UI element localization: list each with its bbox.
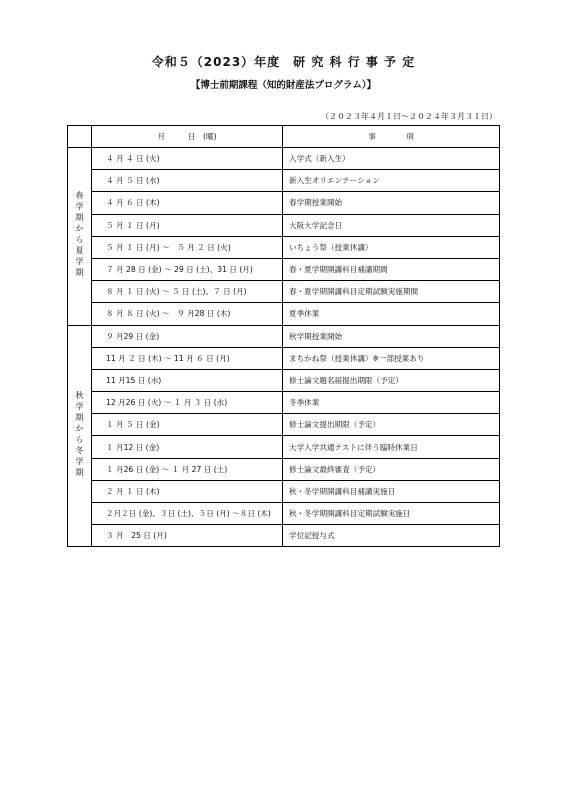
date-cell: １ 月 ５ 日 (金) [92,414,283,436]
date-cell: １ 月12 日 (金) [92,436,283,458]
date-column-header: 月 日 (曜) [92,126,283,148]
term-label: 春学期から夏学期 [75,191,84,280]
date-cell: ８ 月 ８ 日 (火) ～ ９ 月28 日 (木) [92,303,283,325]
event-cell: 修士論文最終審査（予定） [283,458,500,480]
table-row [68,392,500,414]
table-row [68,436,500,458]
event-cell: 修士論文題名届提出期限（予定） [283,369,500,391]
program-subtitle: 【博士前期課程（知的財産法プログラム）】 [190,80,377,91]
page-title: 令和５（2023）年度 研 究 科 行 事 予 定 [151,55,416,69]
table-row [68,369,500,391]
term-label-cell [68,148,92,326]
event-cell: 学位記授与式 [283,525,500,547]
date-cell: ８ 月 １ 日 (火) ～ ５ 日 (土)、７ 日 (月) [92,281,283,303]
event-cell: 春・夏学期開講科目定期試験実施期間 [283,281,500,303]
table-row [68,303,500,325]
event-cell: 修士論文提出期限（予定） [283,414,500,436]
date-cell: ５ 月 １ 日 (月) [92,214,283,236]
date-cell: ４ 月 ４ 日 (火) [92,148,283,170]
table-row [68,214,500,236]
academic-period: （２０２３年４月１日～２０２４年３月３１日） [321,112,497,121]
table-row [68,414,500,436]
event-cell: 秋学期授業開始 [283,325,500,347]
event-cell: 夏季休業 [283,303,500,325]
event-cell: 秋・冬学期開講科目補講実施日 [283,480,500,502]
table-row [68,503,500,525]
term-header [68,126,92,148]
date-cell: ４ 月 ６ 日 (木) [92,192,283,214]
table-row [68,192,500,214]
date-cell: 12 月26 日 (火) ～ １ 月 ３ 日 (水) [92,392,283,414]
date-cell: ９ 月29 日 (金) [92,325,283,347]
event-cell: いちょう祭（授業休講） [283,236,500,258]
table-row [68,148,500,170]
table-row [68,325,500,347]
table-row [68,170,500,192]
date-cell: 11 月15 日 (水) [92,369,283,391]
date-cell: ７ 月 28 日 (金) ～ 29 日 (土)、31 日 (月) [92,258,283,280]
event-cell: 入学式（新入生） [283,148,500,170]
table-row [68,480,500,502]
header-row [68,126,500,148]
term-label: 秋学期から冬学期 [75,390,84,479]
event-cell: 新入生オリエンテーション [283,170,500,192]
date-cell: ３ 月 25 日 (月) [92,525,283,547]
schedule-body [68,148,500,547]
event-cell: 春・夏学期開講科目補講期間 [283,258,500,280]
table-row [68,458,500,480]
term-label-cell [68,325,92,547]
date-cell: １ 月26 日 (金) ～ １ 月 27 日 (土) [92,458,283,480]
table-row [68,281,500,303]
table-row [68,347,500,369]
event-cell: まちかね祭（授業休講）※一部授業あり [283,347,500,369]
table-row [68,236,500,258]
event-column-header: 事 項 [283,126,500,148]
event-cell: 冬季休業 [283,392,500,414]
schedule-table [67,125,500,547]
event-cell: 大学入学共通テストに伴う臨時休業日 [283,436,500,458]
table-row [68,525,500,547]
date-cell: ２月２日 (金)、３日 (土)、５日 (月) ～８日 (木) [92,503,283,525]
event-cell: 春学期授業開始 [283,192,500,214]
date-cell: 11 月 ２ 日 (木) ～ 11 月 ６ 日 (月) [92,347,283,369]
date-cell: ５ 月 １ 日 (月) ～ ５ 月 ２ 日 (火) [92,236,283,258]
table-row [68,258,500,280]
event-cell: 秋・冬学期開講科目定期試験実施日 [283,503,500,525]
event-cell: 大阪大学記念日 [283,214,500,236]
date-cell: ２ 月 １ 日 (木) [92,480,283,502]
date-cell: ４ 月 ５ 日 (水) [92,170,283,192]
